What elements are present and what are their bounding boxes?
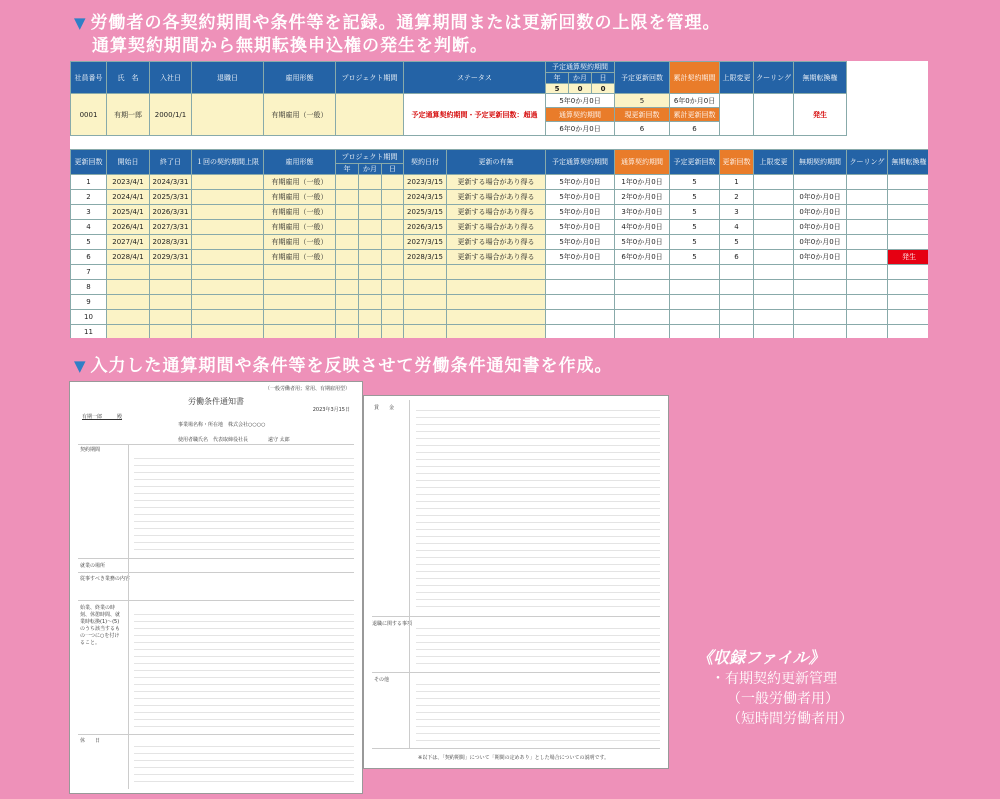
cell-renewal-no: 10 <box>71 310 107 325</box>
cell-total: 4年0か月0日 <box>615 220 670 235</box>
spreadsheet <box>70 61 928 338</box>
cell-proj-y[interactable] <box>336 325 359 339</box>
cell-limit[interactable] <box>192 280 264 295</box>
cell-contract-date[interactable]: 2027/3/15 <box>404 235 447 250</box>
cell-proj-m[interactable] <box>359 250 382 265</box>
cell-cooling <box>847 205 888 220</box>
cell-planned: 5年0か月0日 <box>546 250 615 265</box>
cell-nonfixed <box>794 325 847 339</box>
cell-end[interactable] <box>150 265 192 280</box>
headline-1-text: 労働者の各契約期間や条件等を記録。通算期間または更新回数の上限を管理。 <box>90 13 721 33</box>
cell-type[interactable]: 有期雇用（一般） <box>264 190 336 205</box>
included-file-item: （短時間労働者用） <box>727 711 853 727</box>
table-row <box>71 190 929 205</box>
th-year: 年 <box>546 73 569 84</box>
cell-type[interactable]: 有期雇用（一般） <box>264 205 336 220</box>
cell-planned-renewals: 5 <box>670 235 720 250</box>
th-hire: 入社日 <box>150 62 192 94</box>
cell-renewal-no: 3 <box>71 205 107 220</box>
cell-conversion <box>888 280 929 295</box>
cell-proj-y[interactable] <box>336 250 359 265</box>
th-cooling: クーリング <box>754 62 794 94</box>
cell-end[interactable]: 2027/3/31 <box>150 220 192 235</box>
cell-renewal-no: 9 <box>71 295 107 310</box>
cell-limit-change <box>754 265 794 280</box>
cell-planned <box>546 325 615 339</box>
cell-proj-y[interactable] <box>336 220 359 235</box>
cell-months[interactable]: 0 <box>569 84 592 94</box>
cell-renew[interactable] <box>447 265 546 280</box>
cell-renewal-no: 2 <box>71 190 107 205</box>
cell-planned-total: 5年0か月0日 <box>546 94 615 108</box>
cell-planned-renewals <box>670 310 720 325</box>
cell-end[interactable] <box>150 325 192 339</box>
triangle-icon: ▼ <box>74 357 87 375</box>
cell-limit[interactable] <box>192 265 264 280</box>
cell-total-period: 6年0か月0日 <box>546 122 615 136</box>
cell-total: 1年0か月0日 <box>615 175 670 190</box>
cell-renew[interactable]: 更新する場合があり得る <box>447 250 546 265</box>
th-start: 開始日 <box>107 150 150 175</box>
cell-planned-renewals <box>670 265 720 280</box>
th-project: プロジェクト期間 <box>336 62 404 94</box>
cell-renewal-count <box>720 295 754 310</box>
th-renewal-no: 更新回数 <box>71 150 107 175</box>
cell-contract-date[interactable]: 2024/3/15 <box>404 190 447 205</box>
table-row <box>71 280 929 295</box>
th-project2: プロジェクト期間 <box>336 150 404 164</box>
headline-1 <box>74 12 721 34</box>
th-day: 日 <box>592 73 615 84</box>
th-nonfixed: 無期契約期間 <box>794 150 847 175</box>
cell-planned <box>546 310 615 325</box>
cell-nonfixed: 0年0か月0日 <box>794 250 847 265</box>
th-cumulative-renewals: 累計更新回数 <box>670 108 720 122</box>
cell-conversion: 発生 <box>794 94 847 136</box>
doc-sec-contract: 契約期間 <box>80 447 101 453</box>
cell-renew[interactable]: 更新する場合があり得る <box>447 205 546 220</box>
th-cumulative: 累計契約期間 <box>670 62 720 94</box>
cell-proj-y[interactable] <box>336 235 359 250</box>
cell-planned-renewals <box>670 280 720 295</box>
cell-hire[interactable]: 2000/1/1 <box>150 94 192 136</box>
doc-footer: ※以下は、「契約期間」について「期間の定めあり」とした場合についての説明です。 <box>418 755 610 761</box>
cell-proj-d[interactable] <box>382 175 404 190</box>
cell-contract-date[interactable] <box>404 325 447 339</box>
cell-proj-d[interactable] <box>382 280 404 295</box>
th-planned-renewals: 予定更新回数 <box>615 62 670 94</box>
cell-renewal-count: 2 <box>720 190 754 205</box>
cell-planned-renewals <box>670 325 720 339</box>
cell-renewal-count <box>720 280 754 295</box>
cell-proj-d[interactable] <box>382 250 404 265</box>
cell-conversion <box>888 295 929 310</box>
cell-conversion <box>888 175 929 190</box>
cell-cooling <box>847 235 888 250</box>
cell-proj-m[interactable] <box>359 325 382 339</box>
cell-cooling[interactable] <box>754 94 794 136</box>
cell-proj-m[interactable] <box>359 220 382 235</box>
cell-nonfixed <box>794 265 847 280</box>
doc-sec-other: その他 <box>374 677 390 683</box>
cell-cooling <box>847 295 888 310</box>
cell-renewal-no: 4 <box>71 220 107 235</box>
cell-proj-y[interactable] <box>336 175 359 190</box>
cell-planned: 5年0か月0日 <box>546 220 615 235</box>
cell-renewal-count <box>720 310 754 325</box>
cell-proj-m[interactable] <box>359 235 382 250</box>
cell-limit[interactable] <box>192 310 264 325</box>
cell-conversion <box>888 190 929 205</box>
notice-doc-right <box>363 395 669 769</box>
doc-addressee: 有期一郎 殿 <box>82 414 123 420</box>
cell-type[interactable] <box>264 265 336 280</box>
cell-contract-date[interactable]: 2025/3/15 <box>404 205 447 220</box>
cell-limit[interactable] <box>192 235 264 250</box>
cell-proj-y[interactable] <box>336 280 359 295</box>
cell-conversion <box>888 235 929 250</box>
included-file-item: （一般労働者用） <box>727 691 839 707</box>
th-total: 通算契約期間 <box>615 150 670 175</box>
cell-type[interactable]: 有期雇用（一般） <box>264 220 336 235</box>
cell-limit-change <box>754 175 794 190</box>
cell-limit[interactable] <box>192 190 264 205</box>
cell-renewal-count: 4 <box>720 220 754 235</box>
th-renewal-count: 更新回数 <box>720 150 754 175</box>
cell-planned-renewals: 5 <box>670 250 720 265</box>
table-row <box>71 265 929 280</box>
cell-limit-change <box>754 310 794 325</box>
th-limit: １回の契約期間上限 <box>192 150 264 175</box>
cell-proj-d[interactable] <box>382 325 404 339</box>
cell-end[interactable]: 2028/3/31 <box>150 235 192 250</box>
triangle-icon: ▼ <box>74 14 87 32</box>
cell-planned: 5年0か月0日 <box>546 190 615 205</box>
cell-end[interactable] <box>150 280 192 295</box>
th-planned-total: 予定通算契約期間 <box>546 62 615 73</box>
renewal-table <box>70 149 928 338</box>
cell-limit[interactable] <box>192 205 264 220</box>
cell-proj-m[interactable] <box>359 265 382 280</box>
cell-type[interactable]: 有期雇用（一般） <box>264 235 336 250</box>
table-body <box>71 175 929 339</box>
cell-limit[interactable] <box>192 295 264 310</box>
cell-start[interactable] <box>107 310 150 325</box>
cell-limit[interactable] <box>192 220 264 235</box>
cell-limit-change <box>754 205 794 220</box>
cell-proj-d[interactable] <box>382 265 404 280</box>
cell-renewal-count <box>720 265 754 280</box>
cell-planned: 5年0か月0日 <box>546 235 615 250</box>
cell-total: 2年0か月0日 <box>615 190 670 205</box>
cell-end[interactable]: 2025/3/31 <box>150 190 192 205</box>
cell-start[interactable]: 2024/4/1 <box>107 190 150 205</box>
table-row <box>71 325 929 339</box>
cell-proj-y[interactable] <box>336 190 359 205</box>
cell-start[interactable] <box>107 280 150 295</box>
included-file-item: ・有期契約更新管理 <box>711 671 837 687</box>
th-status: ステータス <box>404 62 546 94</box>
cell-renewal-no: 6 <box>71 250 107 265</box>
included-files-title: 《収録ファイル》 <box>697 648 825 667</box>
cell-id[interactable]: 0001 <box>71 94 107 136</box>
cell-limit[interactable] <box>192 325 264 339</box>
cell-proj-m[interactable] <box>359 280 382 295</box>
cell-total <box>615 310 670 325</box>
cell-renew[interactable] <box>447 325 546 339</box>
cell-renew[interactable] <box>447 295 546 310</box>
cell-planned-renewals: 5 <box>670 190 720 205</box>
cell-renew[interactable]: 更新する場合があり得る <box>447 220 546 235</box>
cell-years[interactable]: 5 <box>546 84 569 94</box>
cell-conversion <box>888 205 929 220</box>
cell-planned-renewals: 5 <box>670 175 720 190</box>
cell-start[interactable] <box>107 295 150 310</box>
cell-renew[interactable]: 更新する場合があり得る <box>447 235 546 250</box>
cell-conversion: 発生 <box>888 250 929 265</box>
cell-proj-m[interactable] <box>359 175 382 190</box>
cell-total <box>615 280 670 295</box>
cell-name[interactable]: 有期一郎 <box>107 94 150 136</box>
cell-contract-date[interactable] <box>404 310 447 325</box>
cell-planned: 5年0か月0日 <box>546 175 615 190</box>
cell-nonfixed: 0年0か月0日 <box>794 235 847 250</box>
cell-nonfixed: 0年0か月0日 <box>794 220 847 235</box>
table-row <box>71 310 929 325</box>
cell-type[interactable] <box>264 310 336 325</box>
cell-planned <box>546 280 615 295</box>
cell-contract-date[interactable]: 2023/3/15 <box>404 175 447 190</box>
cell-project[interactable] <box>336 94 404 136</box>
cell-proj-y[interactable] <box>336 295 359 310</box>
cell-renew[interactable]: 更新する場合があり得る <box>447 175 546 190</box>
doc-sec-holiday: 休 日 <box>80 738 101 744</box>
cell-end[interactable]: 2026/3/31 <box>150 205 192 220</box>
cell-start[interactable]: 2025/4/1 <box>107 205 150 220</box>
included-files <box>697 647 853 729</box>
headline-2 <box>74 355 613 377</box>
cell-total: 5年0か月0日 <box>615 235 670 250</box>
th-total-period: 通算契約期間 <box>546 108 615 122</box>
table-row <box>71 295 929 310</box>
cell-total <box>615 295 670 310</box>
cell-cumulative-renewals: 6 <box>670 122 720 136</box>
th-id: 社員番号 <box>71 62 107 94</box>
cell-planned: 5年0か月0日 <box>546 205 615 220</box>
cell-renewal-no: 7 <box>71 265 107 280</box>
doc-sec-wage: 賃 金 <box>374 405 395 411</box>
cell-retire[interactable] <box>192 94 264 136</box>
cell-renew[interactable]: 更新する場合があり得る <box>447 190 546 205</box>
th-contract-date: 契約日付 <box>404 150 447 175</box>
cell-planned <box>546 295 615 310</box>
cell-total <box>615 265 670 280</box>
cell-nonfixed: 0年0か月0日 <box>794 190 847 205</box>
cell-planned-renewals[interactable]: 5 <box>615 94 670 108</box>
th-limit-change2: 上限変更 <box>754 150 794 175</box>
cell-proj-d[interactable] <box>382 220 404 235</box>
cell-proj-y[interactable] <box>336 265 359 280</box>
cell-nonfixed: 0年0か月0日 <box>794 205 847 220</box>
doc-company: 事業場名称・所在地 株式会社○○○○ <box>178 422 266 428</box>
cell-cooling <box>847 175 888 190</box>
th-limit-change: 上限変更 <box>720 62 754 94</box>
cell-proj-d[interactable] <box>382 310 404 325</box>
cell-limit[interactable] <box>192 250 264 265</box>
th-month: か月 <box>569 73 592 84</box>
cell-conversion <box>888 310 929 325</box>
cell-renewal-count <box>720 325 754 339</box>
headline-1b: 通算契約期間から無期転換申込権の発生を判断。 <box>92 36 488 56</box>
cell-end[interactable]: 2024/3/31 <box>150 175 192 190</box>
cell-end[interactable]: 2029/3/31 <box>150 250 192 265</box>
cell-status: 予定通算契約期間・予定更新回数：超過 <box>404 94 546 136</box>
cell-nonfixed <box>794 175 847 190</box>
cell-renew[interactable] <box>447 310 546 325</box>
th-cooling2: クーリング <box>847 150 888 175</box>
cell-renewal-count: 3 <box>720 205 754 220</box>
top-table <box>70 61 847 136</box>
cell-start[interactable]: 2027/4/1 <box>107 235 150 250</box>
th-type2: 雇用形態 <box>264 150 336 175</box>
cell-cooling <box>847 310 888 325</box>
cell-end[interactable] <box>150 295 192 310</box>
doc-employer: 使用者職氏名 代表取締役社長 遠守 太郎 <box>178 437 290 443</box>
th-conversion2: 無期転換権 <box>888 150 929 175</box>
cell-proj-d[interactable] <box>382 205 404 220</box>
cell-proj-y[interactable] <box>336 205 359 220</box>
th-planned-renewals2: 予定更新回数 <box>670 150 720 175</box>
cell-proj-m[interactable] <box>359 295 382 310</box>
cell-nonfixed <box>794 295 847 310</box>
cell-limit-change <box>754 250 794 265</box>
cell-cooling <box>847 325 888 339</box>
cell-total <box>615 325 670 339</box>
th-year2: 年 <box>336 164 359 175</box>
cell-total: 6年0か月0日 <box>615 250 670 265</box>
table-row <box>71 175 929 190</box>
cell-contract-date[interactable] <box>404 280 447 295</box>
cell-limit-change <box>754 295 794 310</box>
table-row <box>71 235 929 250</box>
cell-proj-m[interactable] <box>359 205 382 220</box>
table-row <box>71 205 929 220</box>
cell-proj-d[interactable] <box>382 235 404 250</box>
cell-cooling <box>847 190 888 205</box>
cell-renewal-no: 1 <box>71 175 107 190</box>
cell-renewal-no: 5 <box>71 235 107 250</box>
cell-contract-date[interactable]: 2026/3/15 <box>404 220 447 235</box>
cell-start[interactable]: 2023/4/1 <box>107 175 150 190</box>
th-current-renewals: 現更新回数 <box>615 108 670 122</box>
cell-cooling <box>847 280 888 295</box>
cell-renew[interactable] <box>447 280 546 295</box>
cell-nonfixed <box>794 310 847 325</box>
cell-renewal-count: 6 <box>720 250 754 265</box>
cell-cooling <box>847 220 888 235</box>
cell-nonfixed <box>794 280 847 295</box>
cell-contract-date[interactable]: 2028/3/15 <box>404 250 447 265</box>
th-month2: か月 <box>359 164 382 175</box>
cell-limit-change <box>754 190 794 205</box>
cell-start[interactable] <box>107 325 150 339</box>
th-conversion: 無期転換権 <box>794 62 847 94</box>
cell-conversion <box>888 325 929 339</box>
cell-type[interactable] <box>264 325 336 339</box>
cell-limit[interactable] <box>192 175 264 190</box>
cell-total: 3年0か月0日 <box>615 205 670 220</box>
doc-title: 労働条件通知書 <box>188 397 244 406</box>
cell-planned-renewals <box>670 295 720 310</box>
th-type: 雇用形態 <box>264 62 336 94</box>
th-name: 氏 名 <box>107 62 150 94</box>
doc-date: 2023年3月15日 <box>312 407 350 413</box>
cell-limit-change <box>754 280 794 295</box>
cell-contract-date[interactable] <box>404 295 447 310</box>
cell-proj-d[interactable] <box>382 295 404 310</box>
cell-start[interactable] <box>107 265 150 280</box>
cell-planned-renewals: 5 <box>670 220 720 235</box>
doc-caption: （一般労働者用；常用、有期雇用型） <box>264 386 350 392</box>
cell-contract-date[interactable] <box>404 265 447 280</box>
cell-renewal-no: 11 <box>71 325 107 339</box>
cell-proj-d[interactable] <box>382 190 404 205</box>
cell-renewal-count: 5 <box>720 235 754 250</box>
th-day2: 日 <box>382 164 404 175</box>
cell-proj-m[interactable] <box>359 190 382 205</box>
cell-start[interactable]: 2026/4/1 <box>107 220 150 235</box>
th-end: 終了日 <box>150 150 192 175</box>
cell-conversion <box>888 220 929 235</box>
cell-cumulative: 6年0か月0日 <box>670 94 720 108</box>
doc-sec-place: 就業の場所 <box>80 563 106 569</box>
cell-planned <box>546 265 615 280</box>
notice-doc-left <box>69 381 363 794</box>
cell-renewal-no: 8 <box>71 280 107 295</box>
cell-type[interactable] <box>264 280 336 295</box>
cell-planned-renewals: 5 <box>670 205 720 220</box>
th-renew: 更新の有無 <box>447 150 546 175</box>
cell-limit-change <box>754 235 794 250</box>
headline-2-text: 入力した通算期間や条件等を反映させて労働条件通知書を作成。 <box>90 356 613 376</box>
cell-end[interactable] <box>150 310 192 325</box>
th-retire: 退職日 <box>192 62 264 94</box>
cell-limit-change[interactable] <box>720 94 754 136</box>
cell-type[interactable]: 有期雇用（一般） <box>264 250 336 265</box>
doc-sec-work: 従事すべき業務の内容 <box>80 576 130 582</box>
cell-conversion <box>888 265 929 280</box>
doc-sec-retire: 退職に関する事項 <box>372 621 413 627</box>
cell-start[interactable]: 2028/4/1 <box>107 250 150 265</box>
cell-cooling <box>847 250 888 265</box>
cell-proj-m[interactable] <box>359 310 382 325</box>
cell-limit-change <box>754 325 794 339</box>
cell-proj-y[interactable] <box>336 310 359 325</box>
cell-current-renewals: 6 <box>615 122 670 136</box>
cell-type[interactable] <box>264 295 336 310</box>
cell-cooling <box>847 265 888 280</box>
table-row <box>71 250 929 265</box>
doc-sec-hours: 始業、終業の時刻、休憩時間、就業時転換(1)～(5)のうち該当するもの一つに○を付けること。 <box>80 605 121 646</box>
cell-type[interactable]: 有期雇用（一般） <box>264 175 336 190</box>
cell-days[interactable]: 0 <box>592 84 615 94</box>
cell-type[interactable]: 有期雇用（一般） <box>264 94 336 136</box>
cell-renewal-count: 1 <box>720 175 754 190</box>
th-planned: 予定通算契約期間 <box>546 150 615 175</box>
cell-limit-change <box>754 220 794 235</box>
table-row <box>71 220 929 235</box>
